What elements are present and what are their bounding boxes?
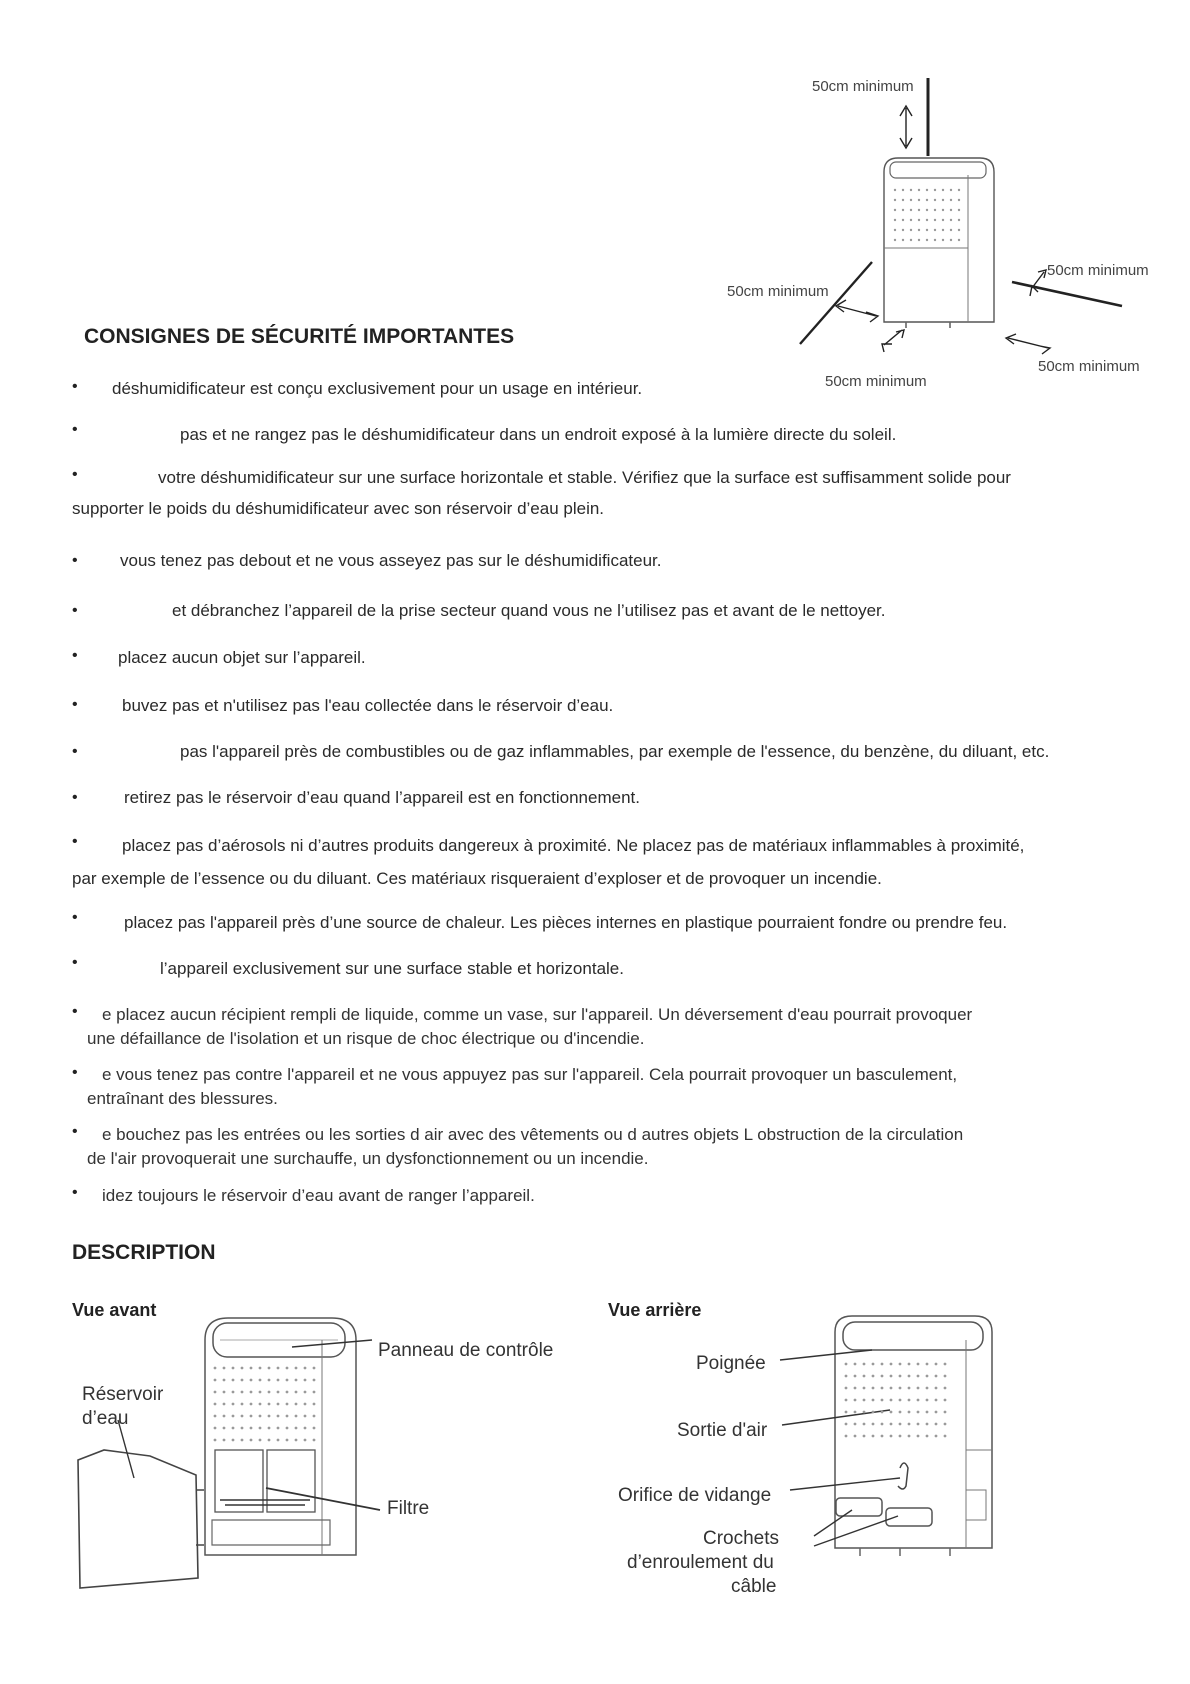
- bullet: •: [72, 552, 78, 569]
- description-title: DESCRIPTION: [72, 1241, 216, 1264]
- front-view-title: Vue avant: [72, 1300, 157, 1320]
- label-cord-hooks-line3: câble: [731, 1576, 777, 1597]
- label-water-tank-line2: d’eau: [82, 1408, 129, 1429]
- label-cord-hooks-line1: Crochets: [703, 1528, 780, 1549]
- safety-item-9: retirez pas le réservoir d’eau quand l’appareil est en fonctionnement.: [124, 788, 640, 807]
- bullet: •: [72, 421, 78, 438]
- bullet: •: [72, 833, 78, 850]
- label-drain-port: Orifice de vidange: [618, 1485, 772, 1506]
- safety-item-10-cont: par exemple de l’essence ou du diluant. Ces matériaux risqueraient d’exploser et de provoquer un incendie.: [72, 869, 882, 888]
- bullet: •: [72, 602, 78, 619]
- safety-item-11: placez pas l'appareil près d’une source de chaleur. Les pièces internes en plastique pourraient fondre ou prendre feu.: [124, 913, 1008, 932]
- clearance-left-label: 50cm minimum: [727, 283, 829, 300]
- safety-item-13-cont: une défaillance de l'isolation et un risque de choc électrique ou d'incendie.: [87, 1029, 645, 1048]
- safety-item-5: et débranchez l’appareil de la prise secteur quand vous ne l’utilisez pas et avant de le nettoyer.: [172, 601, 886, 620]
- safety-item-1: déshumidificateur est conçu exclusivement pour un usage en intérieur.: [112, 379, 643, 398]
- clearance-front-label: 50cm minimum: [825, 373, 927, 390]
- bullet: •: [72, 954, 78, 971]
- safety-item-13: e placez aucun récipient rempli de liquide, comme un vase, sur l'appareil. Un déversement d'eau pourrait provoquer: [102, 1005, 973, 1024]
- rear-view-title: Vue arrière: [608, 1300, 702, 1320]
- clearance-top-label: 50cm minimum: [812, 78, 914, 95]
- safety-item-16: idez toujours le réservoir d’eau avant de ranger l’appareil.: [102, 1186, 535, 1205]
- bullet: •: [72, 378, 78, 395]
- label-air-outlet: Sortie d'air: [677, 1420, 768, 1441]
- safety-item-3-cont: supporter le poids du déshumidificateur avec son réservoir d’eau plein.: [72, 499, 605, 518]
- safety-item-7: buvez pas et n'utilisez pas l'eau collectée dans le réservoir d’eau.: [122, 696, 614, 715]
- bullet: •: [72, 696, 78, 713]
- safety-item-15: e bouchez pas les entrées ou les sorties d air avec des vêtements ou d autres objets L obstruction de la circulation: [102, 1125, 964, 1144]
- safety-item-8: pas l'appareil près de combustibles ou de gaz inflammables, par exemple de l'essence, du benzène, du diluant, etc.: [180, 742, 1050, 761]
- bullet: •: [72, 466, 78, 483]
- bullet: •: [72, 909, 78, 926]
- safety-item-3: votre déshumidificateur sur une surface horizontale et stable. Vérifiez que la surface est suffisamment solide pour: [158, 468, 1011, 487]
- clearance-front-right-label: 50cm minimum: [1038, 358, 1140, 375]
- clearance-right-label: 50cm minimum: [1047, 262, 1149, 279]
- safety-title: CONSIGNES DE SÉCURITÉ IMPORTANTES: [84, 325, 515, 348]
- bullet: •: [72, 1123, 78, 1140]
- bullet: •: [72, 647, 78, 664]
- label-filter: Filtre: [387, 1498, 430, 1519]
- safety-item-4: vous tenez pas debout et ne vous asseyez pas sur le déshumidificateur.: [120, 551, 662, 570]
- safety-item-14: e vous tenez pas contre l'appareil et ne vous appuyez pas sur l'appareil. Cela pourrait provoquer un basculement,: [102, 1065, 958, 1084]
- bullet: •: [72, 1003, 78, 1020]
- label-handle: Poignée: [696, 1353, 766, 1374]
- bullet: •: [72, 789, 78, 806]
- bullet: •: [72, 1184, 78, 1201]
- safety-item-6: placez aucun objet sur l’appareil.: [118, 648, 366, 667]
- label-water-tank-line1: Réservoir: [82, 1384, 164, 1405]
- label-cord-hooks-line2: d’enroulement du: [627, 1552, 774, 1573]
- safety-item-15-cont: de l'air provoquerait une surchauffe, un dysfonctionnement ou un incendie.: [87, 1149, 649, 1168]
- safety-item-12: l’appareil exclusivement sur une surface stable et horizontale.: [160, 959, 624, 978]
- safety-item-10: placez pas d’aérosols ni d’autres produits dangereux à proximité. Ne placez pas de matériaux inflammables à proximité,: [122, 836, 1025, 855]
- label-control-panel: Panneau de contrôle: [378, 1340, 554, 1361]
- bullet: •: [72, 1064, 78, 1081]
- bullet: •: [72, 743, 78, 760]
- safety-item-2: pas et ne rangez pas le déshumidificateur dans un endroit exposé à la lumière directe du soleil.: [180, 425, 897, 444]
- safety-item-14-cont: entraînant des blessures.: [87, 1089, 278, 1108]
